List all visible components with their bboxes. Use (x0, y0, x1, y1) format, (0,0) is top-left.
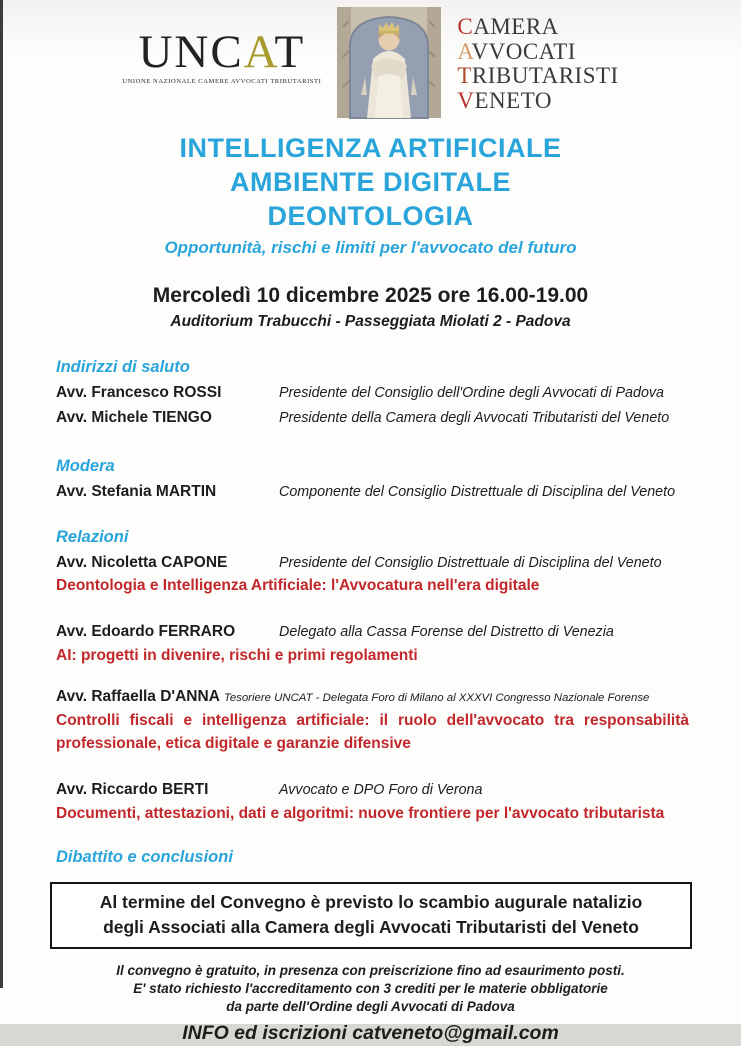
catv-line (457, 89, 618, 114)
speaker-role: Avvocato e DPO Foro di Verona (279, 782, 483, 798)
speaker-role: Delegato alla Cassa Forense del Distretto di Venezia (279, 624, 614, 640)
talk-topic: Deontologia e Intelligenza Artificiale: l'Avvocatura nell'era digitale (56, 577, 540, 594)
title-line-1: INTELLIGENZA ARTIFICIALE (179, 133, 562, 163)
speaker-role: Presidente del Consiglio dell'Ordine degli Avvocati di Padova (279, 385, 665, 401)
footer-note-line: da parte dell'Ordine degli Avvocati di Padova (226, 999, 515, 1014)
catv-line (457, 40, 618, 65)
speaker-name: Avv. Edoardo FERRARO (56, 623, 236, 640)
section-heading-greetings: Indirizzi di saluto (56, 358, 190, 376)
footer-info-contact: INFO ed iscrizioni catveneto@gmail.com (182, 1022, 559, 1044)
catv-rest: VVOCATI (471, 38, 576, 64)
speaker-row (56, 480, 689, 505)
event-datetime: Mercoledì 10 dicembre 2025 ore 16.00-19.00 (152, 284, 589, 307)
speaker-name: Avv. Michele TIENGO (56, 408, 212, 426)
speaker-row (56, 778, 689, 803)
program (0, 357, 741, 867)
event-venue: Auditorium Trabucchi - Passeggiata Miolati 2 - Padova (170, 313, 571, 330)
talk-topic: Documenti, attestazioni, dati e algoritmi: nuove frontiere per l'avvocato tributarista (56, 804, 665, 822)
catv-rest: ENETO (474, 87, 552, 113)
speaker-role: Presidente del Consiglio Distrettuale di Disciplina del Veneto (279, 554, 662, 571)
catv-line (457, 15, 618, 40)
uncat-part1: UNC (138, 26, 244, 78)
uncat-wordmark (122, 26, 321, 78)
page-subtitle: Opportunità, rischi e limiti per l'avvocato del futuro (164, 238, 577, 257)
page-title (0, 131, 741, 233)
speaker-row (56, 406, 689, 431)
speaker-name: Avv. Francesco ROSSI (56, 384, 222, 401)
talk-topic: Controlli fiscali e intelligenza artificiale: il ruolo dell'avvocato tra responsabilità professionale, etica digitale e garanzie difensive (56, 712, 689, 752)
footer-note-line: E' stato richiesto l'accreditamento con 3 crediti per le materie obbligatorie (133, 981, 608, 996)
footer-notes (0, 962, 741, 1016)
speaker-name: Avv. Nicoletta CAPONE (56, 553, 228, 571)
catv-rest: RIBUTARISTI (471, 63, 619, 88)
catv-initial-c: C (457, 14, 474, 39)
catv-initial-v: V (457, 87, 475, 113)
catv-initial-a: A (457, 38, 472, 64)
title-line-3: DEONTOLOGIA (267, 201, 474, 231)
speaker-name: Avv. Raffaella D'ANNA (56, 687, 220, 705)
talk-topic: AI: progetti in divenire, rischi e primi regolamenti (56, 646, 418, 664)
speaker-name: Avv. Stefania MARTIN (56, 483, 217, 500)
uncat-logo (122, 26, 322, 85)
catv-line (457, 64, 618, 89)
section-heading-moderator: Modera (56, 457, 115, 475)
speaker-name: Avv. Riccardo BERTI (56, 781, 209, 798)
speaker-row (56, 381, 689, 406)
justice-fresco-icon (337, 7, 441, 118)
catv-rest: AMERA (473, 14, 559, 39)
section-heading-closing: Dibattito e conclusioni (56, 848, 233, 866)
speaker-role: Componente del Consiglio Distrettuale di Disciplina del Veneto (279, 484, 676, 500)
speaker-role: Presidente della Camera degli Avvocati Tributaristi del Veneto (279, 409, 670, 426)
header-logos (0, 0, 741, 118)
uncat-part3: T (274, 26, 306, 78)
catv-logo (457, 15, 618, 113)
uncat-subtext: UNIONE NAZIONALE CAMERE AVVOCATI TRIBUTARISTI (122, 78, 322, 85)
catv-initial-t: T (457, 63, 472, 88)
uncat-part2-gold: A (243, 26, 275, 78)
speaker-row (56, 620, 689, 645)
section-heading-talks: Relazioni (56, 527, 129, 546)
speaker-role: Tesoriere UNCAT - Delegata Foro di Milano al XXXVI Congresso Nazionale Forense (223, 691, 650, 704)
speaker-row (56, 551, 689, 576)
notice-box: Al termine del Convegno è previsto lo scambio augurale natalizio degli Associati alla Camera degli Avvocati Tributaristi del Veneto (50, 882, 692, 949)
speaker-row (56, 685, 689, 711)
title-line-2: AMBIENTE DIGITALE (230, 167, 511, 197)
footer-note-line: Il convegno è gratuito, in presenza con preiscrizione fino ad esaurimento posti. (116, 963, 625, 978)
